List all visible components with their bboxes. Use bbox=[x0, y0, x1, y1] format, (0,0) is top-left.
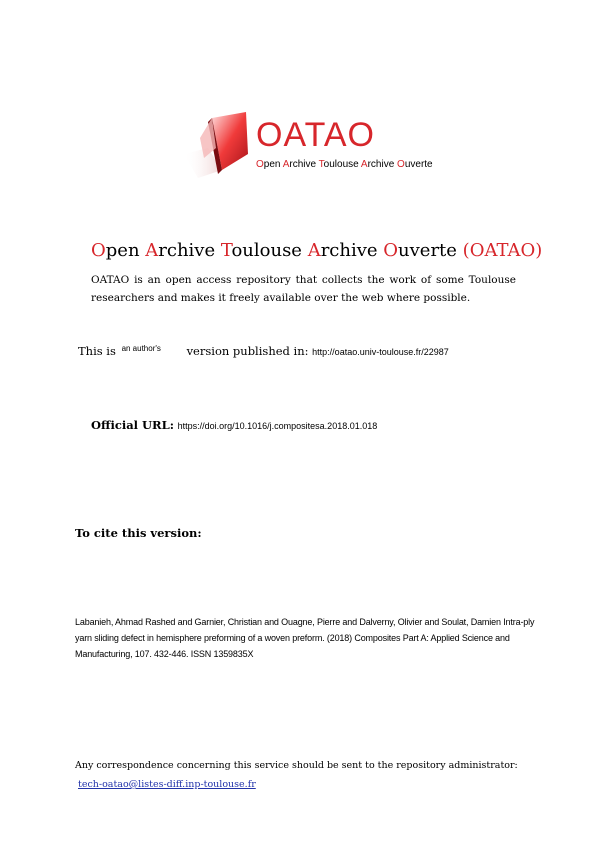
page-title: Open Archive Toulouse Archive Ouverte (OATAO) bbox=[91, 240, 543, 261]
version-line bbox=[78, 344, 449, 358]
admin-email-link[interactable]: tech-oatao@listes-diff.inp-toulouse.fr bbox=[78, 779, 256, 790]
logo-subtitle: Open Archive Toulouse Archive Ouverte bbox=[256, 159, 433, 170]
description-line-1: OATAO is an open access repository that collects the work of some Toulouse bbox=[91, 274, 516, 286]
version-middle: version published in: bbox=[186, 344, 309, 358]
repository-description bbox=[91, 271, 516, 307]
cite-heading: To cite this version: bbox=[75, 526, 202, 540]
version-prefix: This is bbox=[78, 344, 116, 358]
official-url-line bbox=[91, 418, 377, 432]
version-url[interactable]: http://oatao.univ-toulouse.fr/22987 bbox=[312, 347, 449, 357]
correspondence-note: Any correspondence concerning this service should be sent to the repository administrator: bbox=[75, 760, 518, 771]
oatao-logo bbox=[178, 108, 433, 188]
book-logo-icon bbox=[178, 108, 258, 188]
logo-wordmark: OATAO bbox=[256, 116, 375, 154]
description-line-2: researchers and makes it freely available over the web where possible. bbox=[91, 292, 471, 304]
citation-text: Labanieh, Ahmad Rashed and Garnier, Christian and Ouagne, Pierre and Dalverny, Olivier and Soulat, Damien Intra-ply yarn sliding defect in hemisphere preforming of a woven preform. (2018) Composites Part A: Applied Science and Manufacturing, 107. 432-446. ISSN 1359835X bbox=[75, 617, 535, 659]
official-url-link[interactable]: https://doi.org/10.1016/j.compositesa.2018.01.018 bbox=[177, 421, 378, 431]
version-kind: an author's bbox=[121, 344, 161, 353]
official-url-label: Official URL: bbox=[91, 418, 174, 432]
